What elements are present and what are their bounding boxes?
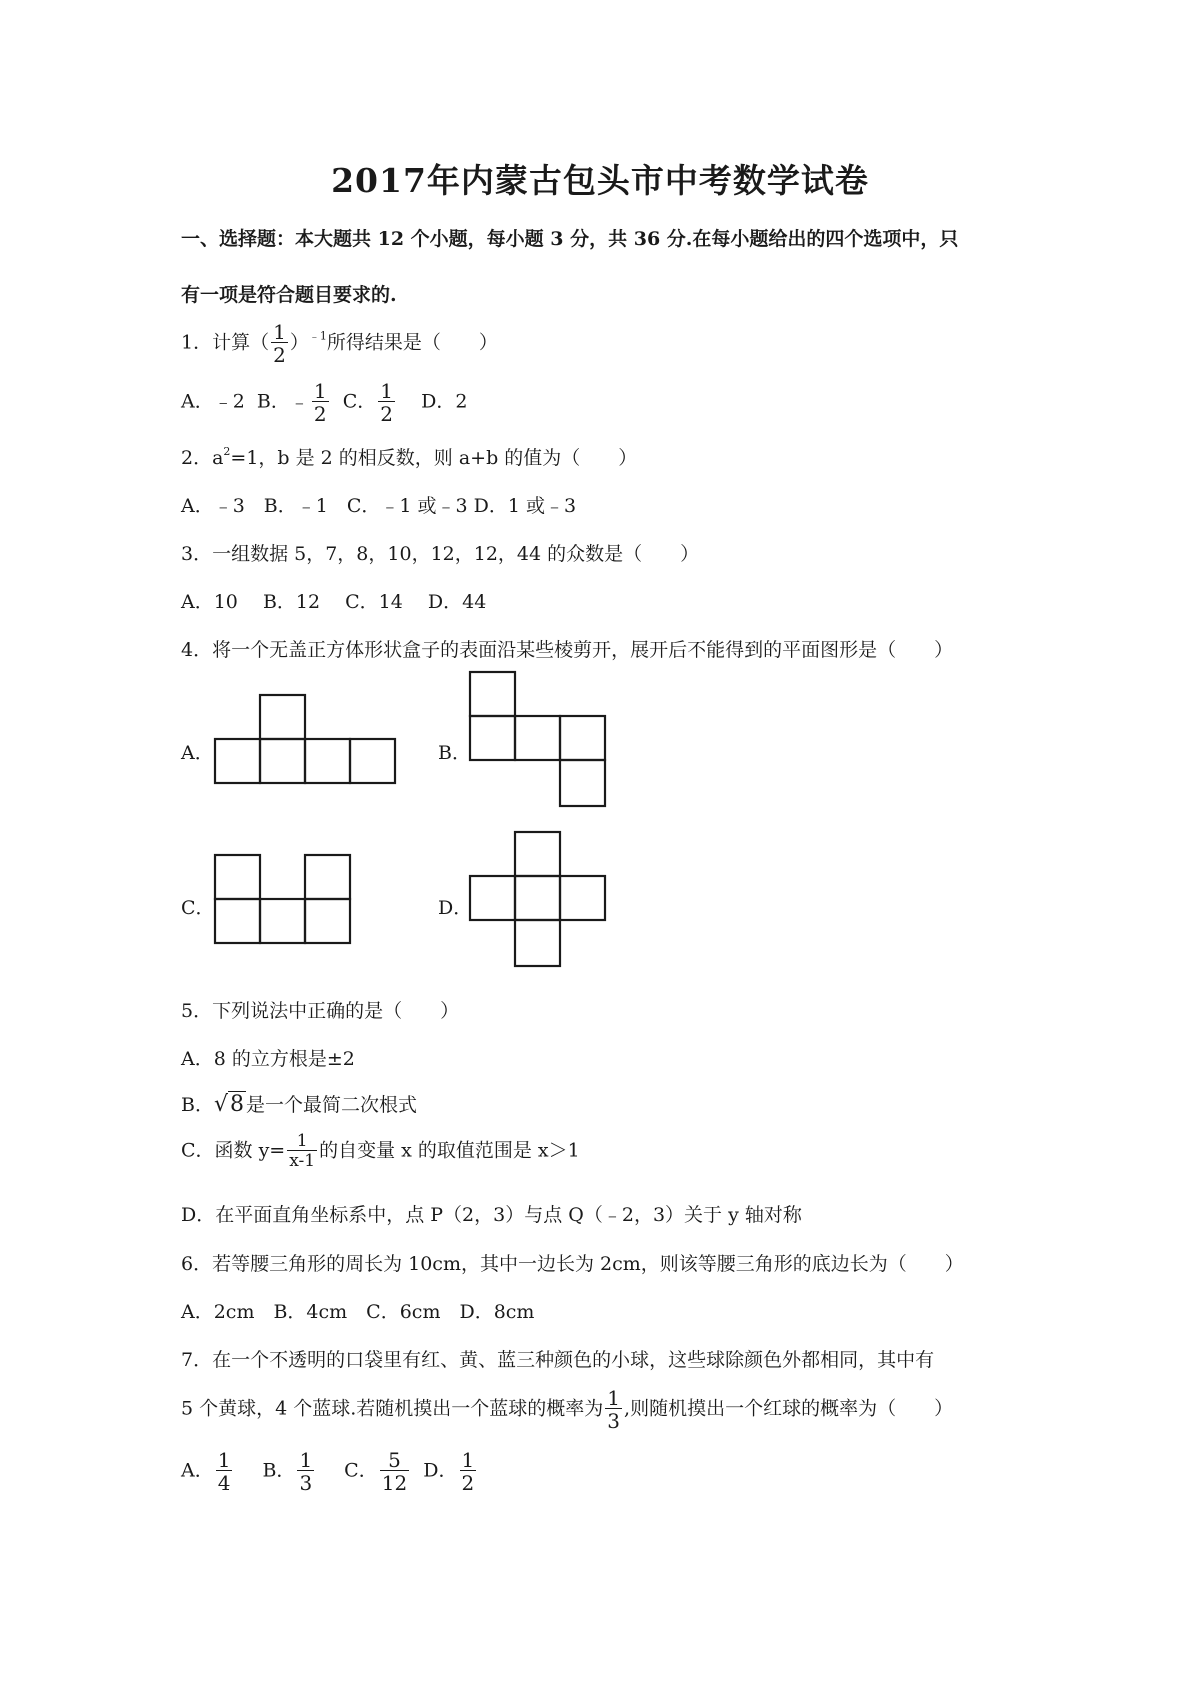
q2-stem-a: 2．a xyxy=(181,447,224,469)
question-1-options xyxy=(181,381,468,424)
q7-option-c-den: 12 xyxy=(381,1471,408,1495)
q7-option-d-label: D． xyxy=(423,1459,458,1482)
q1-numerator: 1 xyxy=(273,320,286,344)
q5-option-c-fraction xyxy=(287,1133,317,1170)
question-2-stem xyxy=(181,443,637,470)
q4-figure-c xyxy=(213,853,353,945)
q2-stem-b: =1，b 是 2 的相反数，则 a+b 的值为（ ） xyxy=(230,447,638,469)
q4-label-a: A． xyxy=(181,742,214,764)
q4-label-c: C． xyxy=(181,897,215,919)
q7-option-c-num: 5 xyxy=(388,1448,401,1472)
q7-option-a-den: 4 xyxy=(217,1471,231,1495)
q5-option-b-label: B． xyxy=(181,1094,214,1116)
q1-option-c-den: 2 xyxy=(380,402,393,426)
q7-den: 3 xyxy=(607,1409,621,1433)
q1-option-d: D．2 xyxy=(421,390,468,413)
question-1-stem xyxy=(181,322,498,365)
q7-option-c-label: C． xyxy=(344,1459,378,1482)
q1-option-c-label: C． xyxy=(342,390,377,413)
q5-radicand: 8 xyxy=(230,1092,244,1117)
q4-figure-a xyxy=(213,693,397,785)
q7-option-b-fraction xyxy=(297,1450,314,1493)
q5-option-c-tail: 的自变量 x 的取值范围是 x＞1 xyxy=(319,1139,580,1162)
q7-fraction xyxy=(605,1388,622,1431)
q1-denominator: 2 xyxy=(273,343,286,367)
question-7-line1: 7．在一个不透明的口袋里有红、黄、蓝三种颜色的小球，这些球除颜色外都相同，其中有 xyxy=(181,1349,935,1371)
q5-option-d: D．在平面直角坐标系中，点 P（2，3）与点 Q（﹣2，3）关于 y 轴对称 xyxy=(181,1204,802,1226)
q7-option-a-label: A． xyxy=(181,1459,214,1482)
q1-prefix: 1．计算（ xyxy=(181,331,270,354)
q5-option-c-label: C．函数 y= xyxy=(181,1139,286,1162)
q5-option-c xyxy=(181,1133,580,1170)
question-7-line2 xyxy=(181,1388,953,1431)
q7-option-d-den: 2 xyxy=(461,1471,475,1495)
q1-option-a: A．﹣2 xyxy=(181,390,245,413)
q7-option-c-fraction xyxy=(380,1450,409,1493)
q5-option-c-den: x-1 xyxy=(289,1151,316,1171)
section-heading-line2: 有一项是符合题目要求的. xyxy=(181,284,397,306)
q4-label-b: B． xyxy=(438,742,471,764)
q7-option-a-num: 1 xyxy=(217,1448,231,1472)
section-heading-line1: 一、选择题：本大题共 12 个小题，每小题 3 分，共 36 分.在每小题给出的四个选项中，只 xyxy=(181,228,959,250)
q1-option-b-sign: ﹣ xyxy=(289,390,309,413)
question-4-stem: 4．将一个无盖正方体形状盒子的表面沿某些棱剪开，展开后不能得到的平面图形是（ ） xyxy=(181,639,954,661)
question-2-options: A．﹣3 B．﹣1 C．﹣1 或﹣3 D．1 或﹣3 xyxy=(181,495,577,517)
q5-option-c-num: 1 xyxy=(296,1131,308,1151)
q1-option-c-fraction xyxy=(378,381,395,424)
q7-option-b-label: B． xyxy=(262,1459,296,1482)
page-title: 2017年内蒙古包头市中考数学试卷 xyxy=(331,161,869,200)
q1-tail: 所得结果是（ ） xyxy=(326,331,498,354)
question-5-stem: 5．下列说法中正确的是（ ） xyxy=(181,1000,460,1022)
q5-option-b xyxy=(181,1090,417,1117)
q5-option-b-tail: 是一个最简二次根式 xyxy=(246,1094,418,1116)
question-3-options: A．10 B．12 C．14 D．44 xyxy=(181,591,487,613)
q7-option-a-fraction xyxy=(216,1450,233,1493)
q1-suffix: ） xyxy=(289,331,309,354)
q7-line2-b: ,则随机摸出一个红球的概率为（ ） xyxy=(624,1397,954,1420)
question-7-options xyxy=(181,1450,478,1493)
q1-option-b-den: 2 xyxy=(313,402,327,426)
q1-fraction xyxy=(271,322,288,365)
q1-option-b-fraction xyxy=(312,381,329,424)
q2-exponent: 2 xyxy=(223,445,231,458)
q1-option-b-num: 1 xyxy=(313,379,327,403)
question-6-stem: 6．若等腰三角形的周长为 10cm，其中一边长为 2cm，则该等腰三角形的底边长为（ ） xyxy=(181,1253,964,1275)
q7-option-b-num: 1 xyxy=(299,1448,313,1472)
q5-option-a: A．8 的立方根是±2 xyxy=(181,1048,355,1070)
question-6-options: A．2cm B．4cm C．6cm D．8cm xyxy=(181,1301,535,1323)
q4-figure-d xyxy=(468,830,608,970)
q5-sqrt: √8 xyxy=(213,1092,244,1117)
question-3-stem: 3．一组数据 5，7，8，10，12，12，44 的众数是（ ） xyxy=(181,543,700,565)
q1-option-c-num: 1 xyxy=(380,379,393,403)
q1-option-b-label: B． xyxy=(256,390,290,413)
q7-num: 1 xyxy=(607,1386,621,1410)
q4-figure-b xyxy=(468,670,608,810)
q7-option-d-fraction xyxy=(460,1450,477,1493)
q1-exponent: ﹣1 xyxy=(308,329,327,343)
q4-label-d: D． xyxy=(438,897,473,919)
q7-option-d-num: 1 xyxy=(461,1448,475,1472)
q7-line2-a: 5 个黄球，4 个蓝球.若随机摸出一个蓝球的概率为 xyxy=(181,1397,604,1420)
q7-option-b-den: 3 xyxy=(299,1471,313,1495)
